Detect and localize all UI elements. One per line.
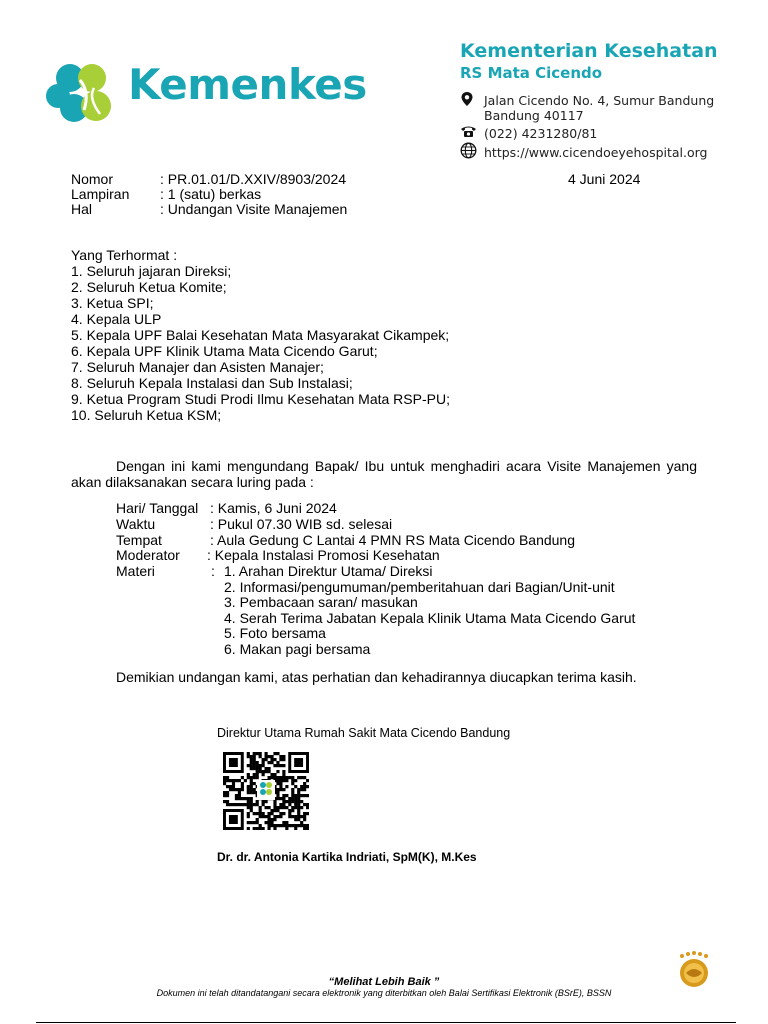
phone-block bbox=[460, 125, 597, 142]
recipient-item: 8. Seluruh Kepala Instalasi dan Sub Instalasi; bbox=[71, 375, 353, 391]
hospital-name: RS Mata Cicendo bbox=[460, 64, 603, 82]
esign-footnote: Dokumen ini telah ditandatangani secara elektronik yang diterbitkan oleh Balai Sertifikasi Elektronik (BSrE), BSSN bbox=[156, 988, 612, 998]
recipient-item: 5. Kepala UPF Balai Kesehatan Mata Masyarakat Cikampek; bbox=[71, 327, 450, 343]
hari-label: Hari/ Tanggal bbox=[116, 500, 199, 516]
materi-item: 6. Makan pagi bersama bbox=[224, 640, 371, 657]
closing-sentence: Demikian undangan kami, atas perhatian dan kehadirannya diucapkan terima kasih. bbox=[116, 669, 637, 685]
address-line-2: Bandung 40117 bbox=[484, 108, 584, 123]
telephone-icon bbox=[460, 125, 478, 142]
logo-wordmark: Kemenkes bbox=[128, 60, 367, 109]
ministry-name: Kementerian Kesehatan bbox=[460, 40, 718, 62]
nomor-value: : PR.01.01/D.XXIV/8903/2024 bbox=[160, 171, 347, 187]
materi-item: 1. Arahan Direktur Utama/ Direksi bbox=[224, 563, 433, 579]
hari-value: : Kamis, 6 Juni 2024 bbox=[210, 500, 337, 516]
tempat-value: : Aula Gedung C Lantai 4 PMN RS Mata Cicendo Bandung bbox=[210, 532, 575, 548]
recipients-block bbox=[71, 247, 450, 423]
phone-number: (022) 4231280/81 bbox=[484, 125, 598, 141]
recipient-item: 7. Seluruh Manajer dan Asisten Manajer; bbox=[71, 359, 324, 375]
website-block bbox=[460, 142, 708, 163]
hal-label: Hal bbox=[71, 201, 93, 217]
waktu-value: : Pukul 07.30 WIB sd. selesai bbox=[210, 516, 393, 532]
moderator-label: Moderator bbox=[116, 547, 180, 563]
materi-item: 2. Informasi/pengumuman/pemberitahuan dari Bagian/Unit-unit bbox=[224, 578, 615, 595]
lampiran-label: Lampiran bbox=[71, 186, 130, 202]
materi-colon: : bbox=[211, 563, 215, 579]
kemenkes-logo-symbol bbox=[44, 58, 116, 126]
location-pin-icon bbox=[460, 91, 478, 111]
hospital-motto: “Melihat Lebih Baik ” bbox=[328, 976, 440, 988]
intro-paragraph: Dengan ini kami mengundang Bapak/ Ibu untuk menghadiri acara Visite Manajemen yang akan dilaksanakan secara luring pada : bbox=[71, 458, 697, 490]
recipient-item: 10. Seluruh Ketua KSM; bbox=[71, 407, 222, 423]
signature-title: Direktur Utama Rumah Sakit Mata Cicendo Bandung bbox=[217, 726, 511, 740]
materi-item: 4. Serah Terima Jabatan Kepala Klinik Utama Mata Cicendo Garut bbox=[224, 609, 636, 626]
nomor-label: Nomor bbox=[71, 171, 114, 187]
globe-icon bbox=[460, 142, 478, 163]
materi-item: 5. Foto bersama bbox=[224, 625, 326, 641]
recipient-item: 4. Kepala ULP bbox=[71, 311, 162, 327]
materi-item: 3. Pembacaan saran/ masukan bbox=[224, 594, 418, 610]
website-link[interactable]: https://www.cicendoeyehospital.org bbox=[484, 144, 708, 160]
moderator-value: : Kepala Instalasi Promosi Kesehatan bbox=[207, 547, 440, 563]
hal-value: : Undangan Visite Manajemen bbox=[160, 201, 348, 217]
recipient-list bbox=[71, 263, 450, 423]
recipient-item: 6. Kepala UPF Klinik Utama Mata Cicendo Garut; bbox=[71, 343, 378, 359]
recipient-item: 1. Seluruh jajaran Direksi; bbox=[71, 263, 232, 279]
address-line-1: Jalan Cicendo No. 4, Sumur Bandung bbox=[484, 93, 715, 108]
qr-code bbox=[223, 752, 309, 830]
lampiran-value: : 1 (satu) berkas bbox=[160, 186, 262, 202]
recipient-item: 2. Seluruh Ketua Komite; bbox=[71, 279, 227, 295]
signatory-name: Dr. dr. Antonia Kartika Indriati, SpM(K), M.Kes bbox=[217, 850, 477, 864]
greeting: Yang Terhormat : bbox=[71, 247, 178, 263]
recipient-item: 9. Ketua Program Studi Prodi Ilmu Kesehatan Mata RSP-PU; bbox=[71, 391, 450, 407]
materi-label: Materi bbox=[116, 563, 155, 579]
letter-date: 4 Juni 2024 bbox=[568, 171, 641, 187]
tempat-label: Tempat bbox=[116, 532, 162, 548]
recipient-item: 3. Ketua SPI; bbox=[71, 295, 154, 311]
footer-divider bbox=[36, 1022, 736, 1023]
waktu-label: Waktu bbox=[116, 516, 156, 532]
